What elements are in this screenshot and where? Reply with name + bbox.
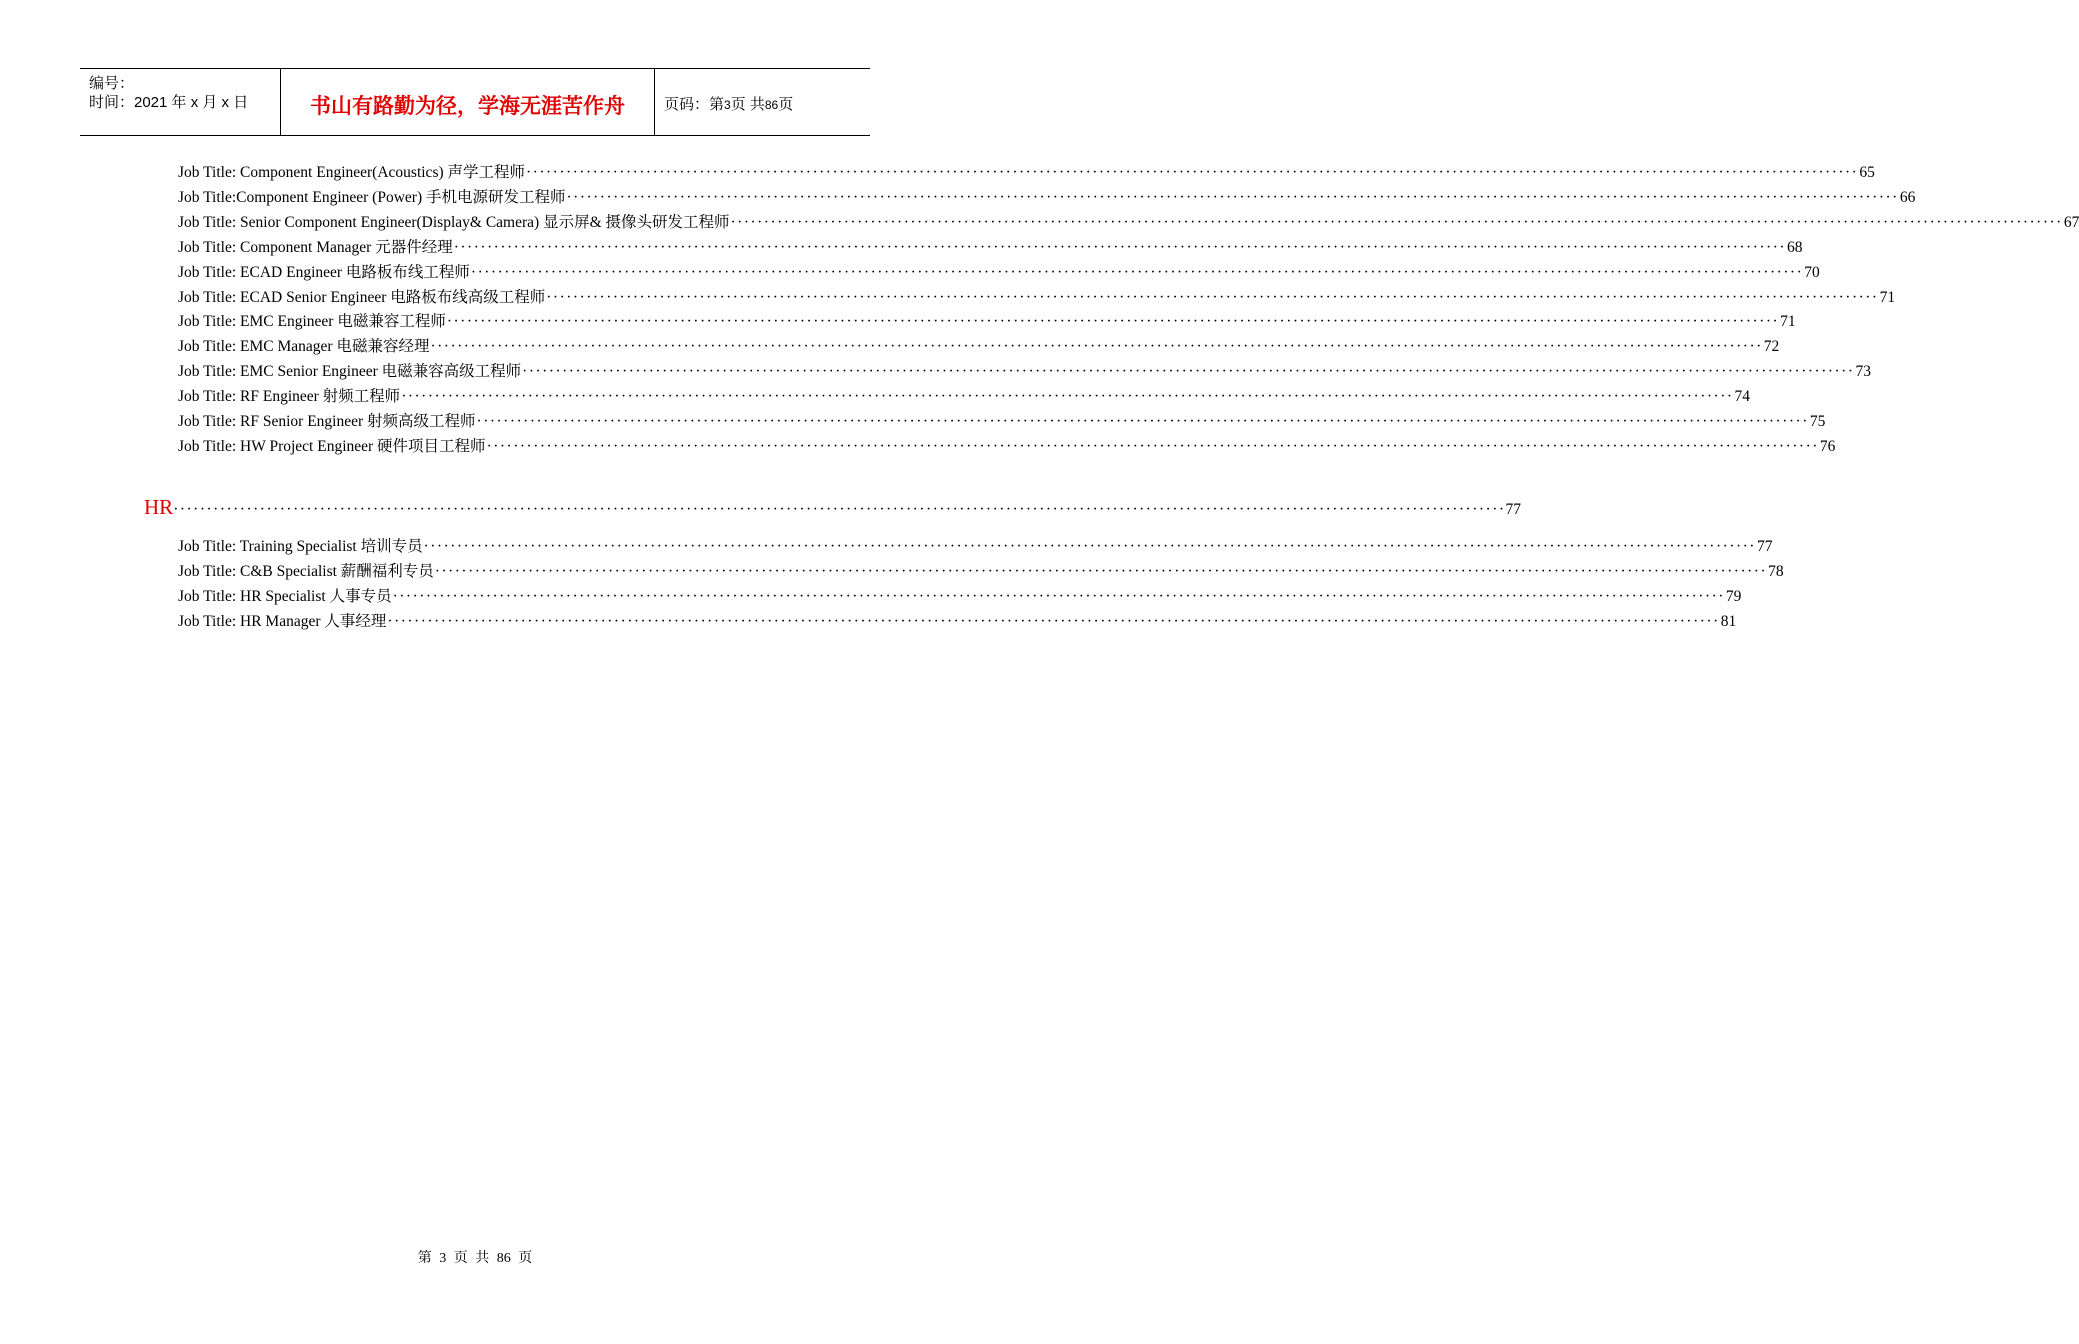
toc-leader-dots: ········································································································································································································ — [476, 413, 1809, 430]
toc-entry[interactable] — [178, 185, 1916, 207]
number-label: 编号： — [89, 75, 135, 92]
toc-entry[interactable] — [178, 260, 1820, 282]
toc-entry[interactable] — [178, 160, 1875, 182]
toc-leader-dots: ········································································································································································································ — [173, 501, 1506, 518]
page-footer — [0, 1247, 950, 1267]
toc-leader-dots: ········································································································································································································ — [566, 188, 1899, 206]
toc-leader-dots: ········································································································································································································ — [446, 313, 1780, 331]
toc-entry-title: Job Title: EMC Manager 电磁兼容经理 — [178, 338, 430, 356]
toc-section-hr[interactable] — [144, 495, 1522, 521]
toc-entry[interactable] — [178, 534, 1773, 556]
toc-leader-dots: ········································································································································································································ — [401, 388, 1734, 406]
footer-total-pages: 86 — [496, 1251, 511, 1266]
toc-entry[interactable] — [178, 359, 1871, 381]
toc-entry-title: Job Title: EMC Engineer 电磁兼容工程师 — [178, 313, 446, 331]
toc-entry[interactable] — [178, 409, 1826, 431]
page-current: 3 — [724, 98, 731, 112]
toc-entry-page: 75 — [1809, 413, 1826, 430]
toc-leader-dots: ········································································································································································································ — [546, 288, 1879, 306]
header-page-cell — [655, 69, 870, 136]
toc-leader-dots: ········································································································································································································ — [522, 363, 1855, 381]
page-header — [80, 68, 870, 136]
toc-entry[interactable] — [178, 584, 1742, 606]
toc-entry-page: 77 — [1756, 538, 1773, 555]
toc-entry-page: 68 — [1787, 238, 1803, 256]
footer-ye: 页 — [453, 1251, 468, 1266]
page-mid: 页 共 — [730, 96, 765, 113]
toc-entry-page: 74 — [1734, 388, 1751, 406]
header-motto-cell — [281, 69, 655, 136]
toc-leader-dots: ········································································································································································································ — [486, 437, 1819, 455]
toc-entry[interactable] — [178, 384, 1751, 406]
toc-leader-dots: ········································································································································································································ — [392, 587, 1725, 605]
toc-entry-title: Job Title: ECAD Engineer 电路板布线工程师 — [178, 263, 470, 281]
time-label: 时间：2021 年 x 月 x 日 — [89, 94, 249, 111]
toc-entry-title: Job Title:Component Engineer (Power) 手机电源研发工程师 — [178, 188, 566, 206]
toc-entry-page: 71 — [1780, 313, 1796, 331]
toc-entry-title: Job Title: RF Engineer 射频工程师 — [178, 388, 401, 406]
header-motto: 书山有路勤为径，学海无涯苦作舟 — [310, 93, 625, 118]
toc-entry[interactable] — [178, 559, 1784, 581]
toc-entry[interactable] — [178, 434, 1836, 456]
toc-entry-page: 78 — [1768, 562, 1784, 580]
toc-entry-page: 73 — [1855, 363, 1871, 381]
toc-entry-title: Job Title: HR Manager 人事经理 — [178, 612, 387, 630]
toc-entry-page: 76 — [1819, 437, 1836, 455]
toc-entry[interactable] — [178, 285, 1896, 307]
footer-ye2: 页 — [518, 1251, 533, 1266]
toc-entry[interactable] — [178, 334, 1780, 356]
toc-leader-dots: ········································································································································································································ — [430, 338, 1763, 356]
toc-entry[interactable] — [178, 609, 1737, 631]
toc-entry-page: 72 — [1763, 338, 1780, 356]
footer-gong: 共 — [475, 1251, 490, 1266]
toc-entry-page: 81 — [1720, 612, 1737, 630]
toc-section-title: HR — [144, 495, 174, 519]
page-suffix: 页 — [778, 96, 794, 113]
toc-entry-title: Job Title: ECAD Senior Engineer 电路板布线高级工程师 — [178, 288, 546, 306]
toc-entry-page: 66 — [1899, 188, 1916, 206]
toc-entry-page: 71 — [1879, 288, 1896, 306]
page-prefix: 页码：第 — [664, 96, 725, 113]
toc-leader-dots: ········································································································································································································ — [730, 213, 2063, 231]
toc-leader-dots: ········································································································································································································ — [526, 164, 1859, 181]
toc-leader-dots: ········································································································································································································ — [434, 562, 1768, 580]
toc-entry-title: Job Title: HR Specialist 人事专员 — [178, 587, 392, 605]
page-total: 86 — [764, 98, 779, 112]
toc-entry-title: Job Title: Component Manager 元器件经理 — [178, 238, 453, 256]
toc-leader-dots: ········································································································································································································ — [387, 612, 1720, 630]
toc-entry-title: Job Title: Senior Component Engineer(Display& Camera) 显示屏& 摄像头研发工程师 — [178, 213, 730, 231]
toc-entry-title: Job Title: EMC Senior Engineer 电磁兼容高级工程师 — [178, 363, 522, 381]
toc-entry-title: Job Title: C&B Specialist 薪酬福利专员 — [178, 562, 434, 580]
footer-di: 第 — [417, 1251, 432, 1266]
toc-entry-title: Job Title: HW Project Engineer 硬件项目工程师 — [178, 437, 486, 455]
toc-entry[interactable] — [178, 309, 1796, 331]
toc-entry-page: 65 — [1859, 164, 1875, 181]
header-page-info — [664, 93, 793, 114]
toc-section-page: 77 — [1505, 501, 1522, 518]
toc-leader-dots: ········································································································································································································ — [453, 238, 1787, 256]
toc-entry-page: 70 — [1804, 263, 1820, 281]
toc-leader-dots: ········································································································································································································ — [470, 263, 1804, 281]
footer-current-page: 3 — [439, 1251, 447, 1266]
toc-entry-page: 67 — [2063, 213, 2079, 231]
toc-entry-page: 79 — [1725, 587, 1742, 605]
toc-leader-dots: ········································································································································································································ — [423, 538, 1756, 555]
toc-entry[interactable] — [178, 210, 2079, 232]
header-info-cell — [80, 69, 281, 136]
toc-entry[interactable] — [178, 235, 1803, 257]
toc-entry-title: Job Title: Component Engineer(Acoustics) 声学工程师 — [178, 164, 526, 181]
toc-entry-title: Job Title: Training Specialist 培训专员 — [178, 538, 423, 555]
toc-entry-title: Job Title: RF Senior Engineer 射频高级工程师 — [178, 413, 476, 430]
